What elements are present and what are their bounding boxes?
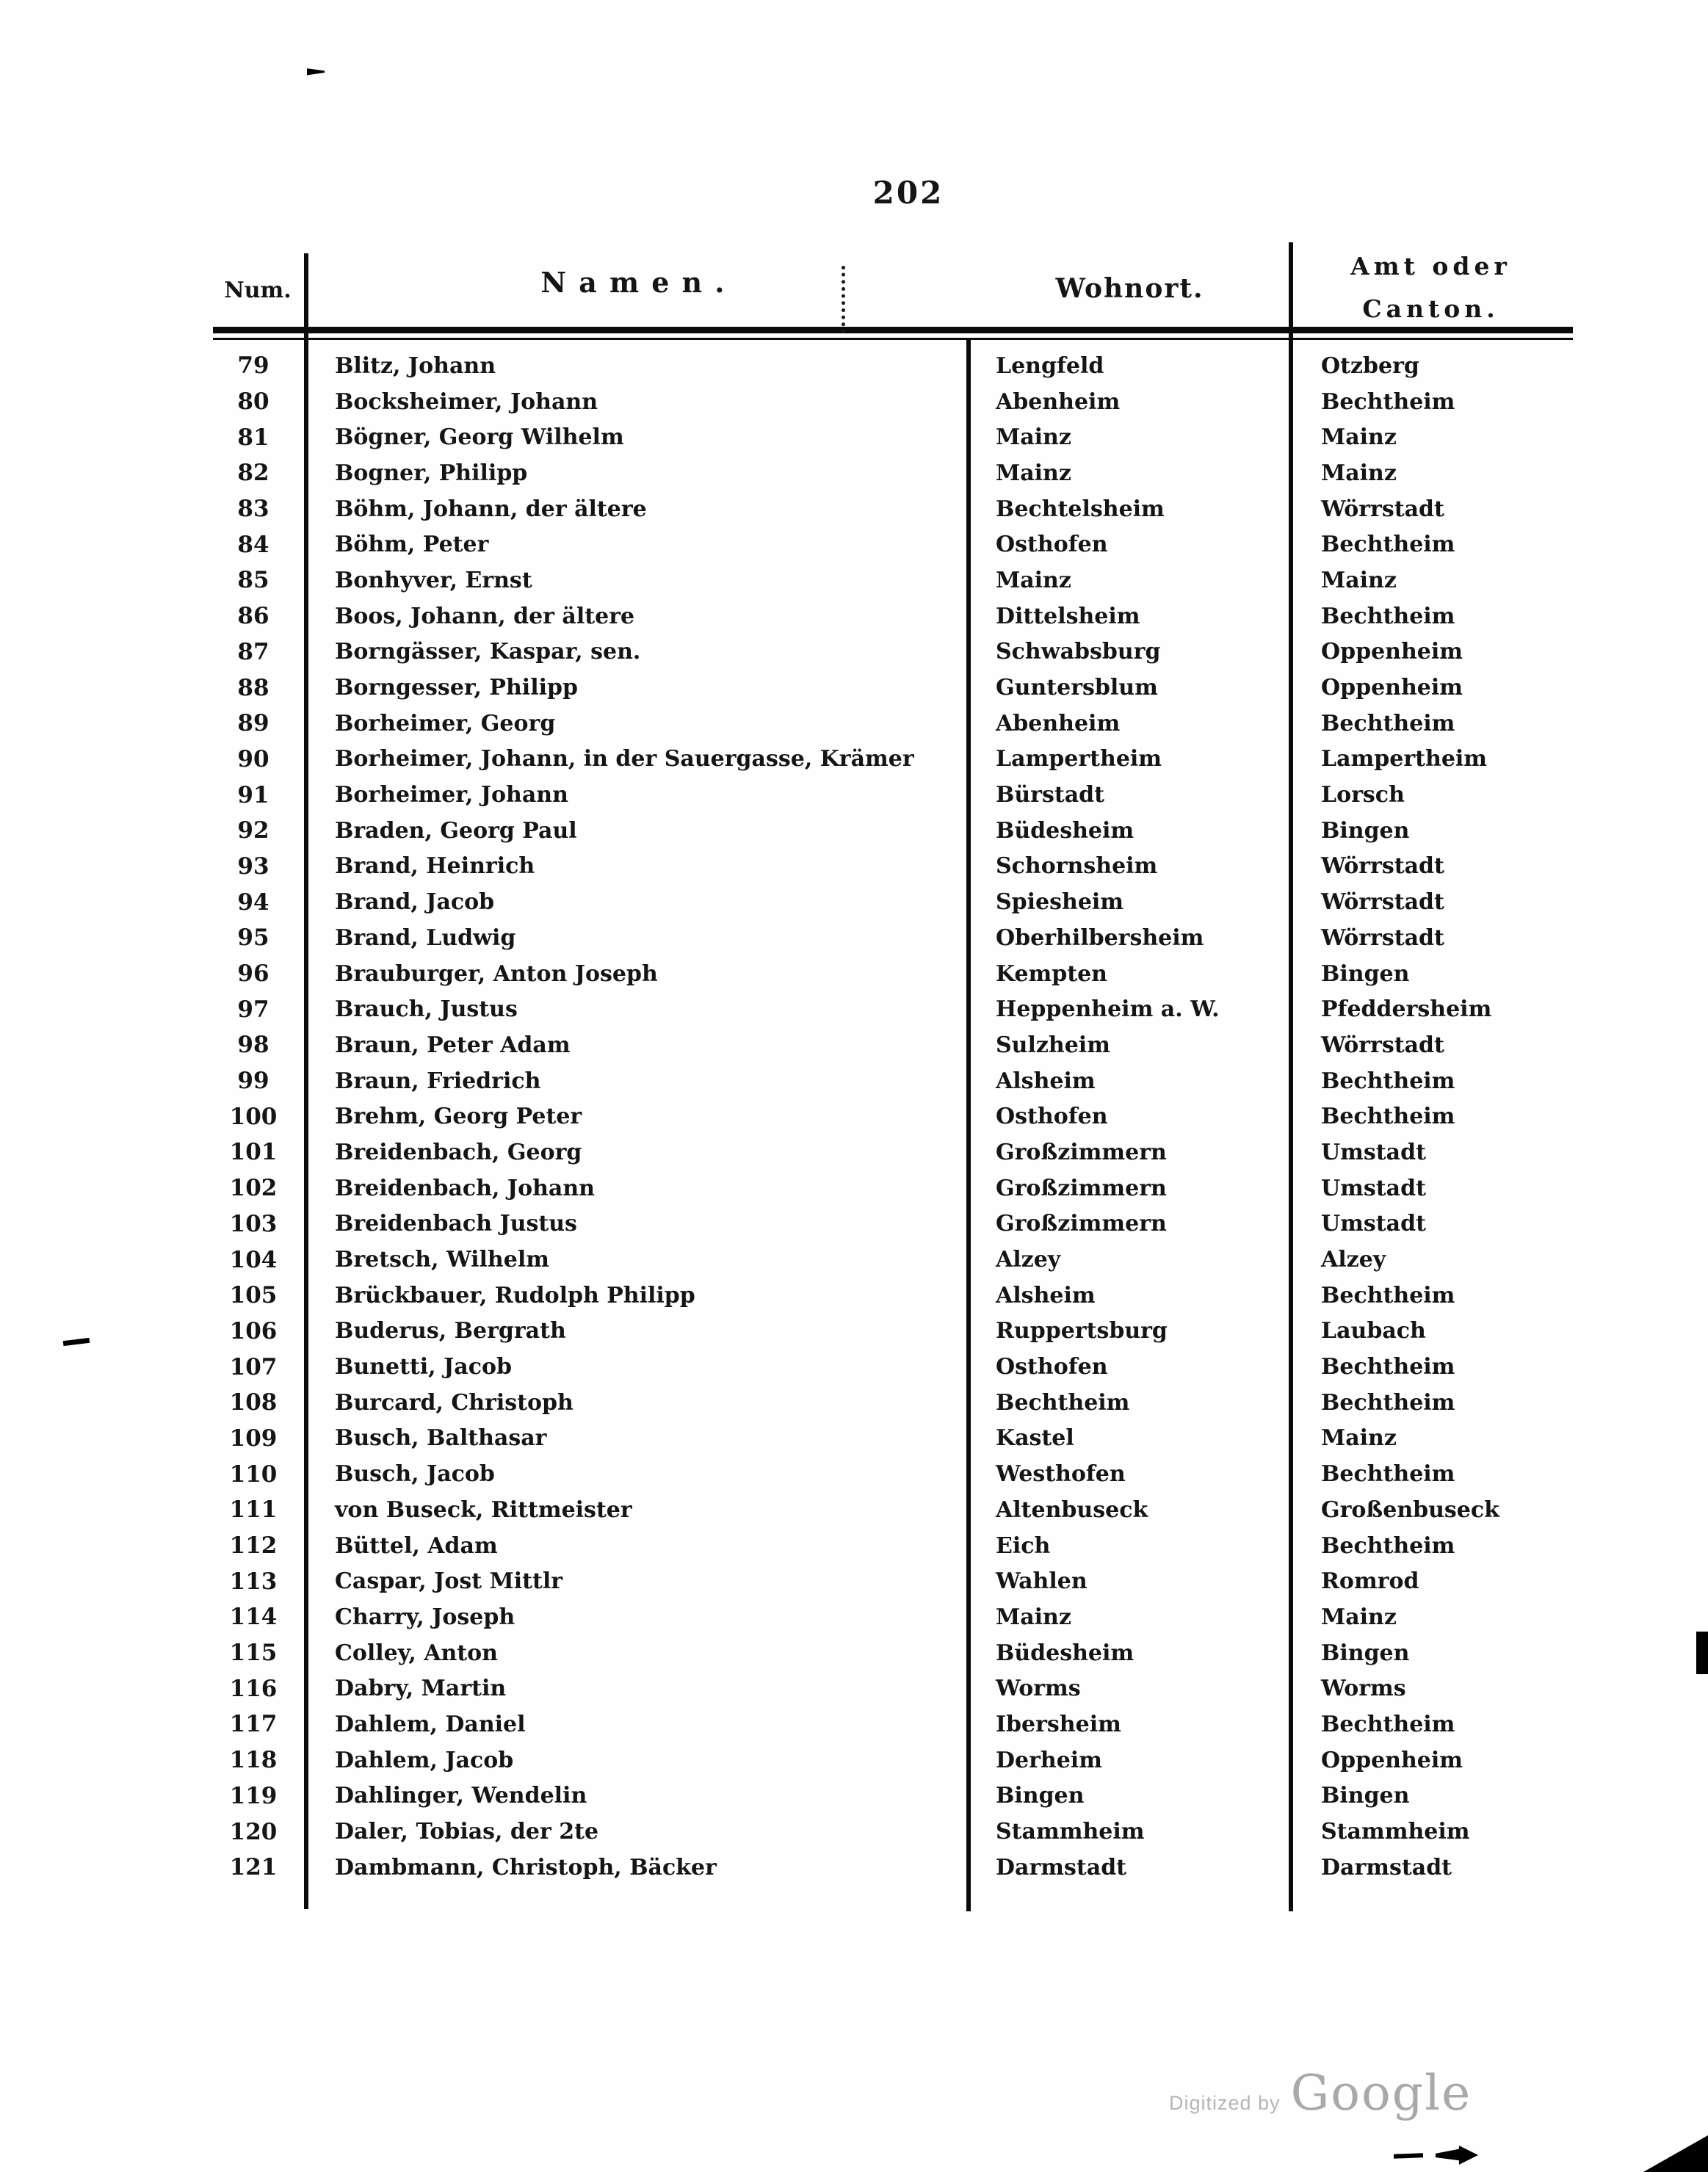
cell-wohnort: Dittelsheim (996, 603, 1140, 629)
cell-name: Bögner, Georg Wilhelm (335, 424, 624, 451)
cell-amt: Mainz (1321, 424, 1397, 451)
table-row (213, 1349, 1573, 1385)
cell-wohnort: Altenbuseck (996, 1496, 1148, 1523)
cell-amt: Wörrstadt (1321, 1032, 1444, 1058)
cell-name: Böhm, Johann, der ältere (335, 496, 647, 522)
cell-name: Büttel, Adam (335, 1532, 498, 1559)
cell-wohnort: Stammheim (996, 1819, 1145, 1845)
ink-speck-corner-wedge (1643, 2135, 1708, 2172)
cell-wohnort: Büdesheim (996, 1640, 1135, 1666)
header-rule-thick (213, 327, 1573, 333)
cell-name: Bretsch, Wilhelm (335, 1247, 549, 1273)
cell-wohnort: Großzimmern (996, 1211, 1167, 1237)
table-row (213, 1563, 1573, 1599)
cell-wohnort: Sulzheim (996, 1032, 1110, 1058)
table-row (213, 884, 1573, 920)
cell-wohnort: Mainz (996, 460, 1071, 486)
cell-amt: Lorsch (1321, 782, 1405, 808)
cell-wohnort: Bechtelsheim (996, 496, 1165, 522)
cell-num: 94 (237, 888, 269, 916)
cell-amt: Bechtheim (1321, 710, 1455, 736)
table-row (213, 1170, 1573, 1206)
cell-num: 95 (237, 924, 269, 952)
cell-wohnort: Großzimmern (996, 1139, 1167, 1165)
cell-num: 109 (229, 1425, 278, 1452)
cell-num: 117 (229, 1711, 278, 1738)
table-row (213, 455, 1573, 491)
cell-name: Caspar, Jost Mittlr (335, 1568, 563, 1595)
cell-wohnort: Kastel (996, 1425, 1074, 1452)
cell-wohnort: Kempten (996, 960, 1107, 987)
cell-name: Busch, Jacob (335, 1461, 495, 1488)
cell-amt: Umstadt (1321, 1175, 1426, 1201)
cell-amt: Mainz (1321, 567, 1397, 593)
cell-amt: Bingen (1321, 817, 1410, 844)
cell-wohnort: Bürstadt (996, 782, 1104, 808)
cell-name: Brauch, Justus (335, 996, 518, 1023)
col-header-num: Num. (224, 278, 292, 303)
cell-amt: Mainz (1321, 1425, 1397, 1452)
cell-wohnort: Osthofen (996, 1354, 1108, 1380)
cell-num: 107 (229, 1353, 278, 1380)
table-row (213, 742, 1573, 778)
table-row (213, 1670, 1573, 1706)
cell-num: 118 (229, 1747, 278, 1774)
cell-name: Borngesser, Philipp (335, 675, 578, 701)
cell-num: 111 (229, 1496, 278, 1524)
cell-name: Braun, Peter Adam (335, 1032, 571, 1058)
table-row (213, 384, 1573, 420)
cell-num: 84 (237, 531, 269, 558)
cell-name: Dabry, Martin (335, 1676, 507, 1702)
cell-amt: Bechtheim (1321, 1532, 1455, 1559)
table-row (213, 1528, 1573, 1564)
table-rows (213, 348, 1573, 1886)
table-row (213, 1134, 1573, 1170)
cell-wohnort: Schornsheim (996, 853, 1158, 880)
cell-wohnort: Bingen (996, 1783, 1085, 1809)
cell-wohnort: Oberhilbersheim (996, 924, 1204, 951)
cell-name: Brand, Jacob (335, 889, 495, 916)
cell-amt: Großenbuseck (1321, 1496, 1499, 1523)
cell-wohnort: Westhofen (996, 1461, 1126, 1488)
table-row (213, 1098, 1573, 1134)
cell-num: 120 (229, 1818, 278, 1845)
cell-name: Brand, Ludwig (335, 924, 516, 951)
cell-amt: Mainz (1321, 460, 1397, 486)
cell-name: Dahlem, Jacob (335, 1747, 514, 1773)
page-number: 202 (872, 175, 944, 211)
cell-name: Breidenbach, Johann (335, 1175, 595, 1201)
table-row (213, 348, 1573, 384)
table-row (213, 1063, 1573, 1099)
cell-num: 100 (229, 1103, 278, 1130)
table-row (213, 562, 1573, 598)
cell-name: Dambmann, Christoph, Bäcker (335, 1854, 717, 1880)
digitized-by-label: Digitized by (1169, 2092, 1281, 2114)
col-header-wohnort: Wohnort. (1055, 273, 1204, 304)
cell-amt: Pfeddersheim (1321, 996, 1492, 1023)
table-row (213, 1706, 1573, 1742)
cell-amt: Oppenheim (1321, 675, 1463, 701)
cell-num: 86 (237, 603, 269, 630)
cell-amt: Darmstadt (1321, 1854, 1452, 1880)
cell-num: 110 (229, 1460, 278, 1488)
ink-speck-bottom-dash (1394, 2153, 1423, 2158)
table-row (213, 956, 1573, 992)
cell-amt: Bechtheim (1321, 1104, 1455, 1130)
cell-amt: Laubach (1321, 1318, 1426, 1344)
cell-amt: Bechtheim (1321, 532, 1455, 558)
cell-amt: Bingen (1321, 1640, 1410, 1666)
cell-amt: Oppenheim (1321, 1747, 1463, 1773)
table-row (213, 670, 1573, 706)
cell-num: 82 (237, 460, 269, 487)
cell-num: 89 (237, 710, 269, 737)
cell-num: 121 (229, 1854, 278, 1881)
cell-wohnort: Mainz (996, 567, 1071, 593)
table-row (213, 777, 1573, 813)
cell-wohnort: Derheim (996, 1747, 1102, 1773)
cell-amt: Bingen (1321, 960, 1410, 987)
google-logo: Google (1290, 2065, 1472, 2121)
cell-wohnort: Alsheim (996, 1282, 1096, 1308)
cell-num: 119 (229, 1782, 278, 1809)
table-row (213, 849, 1573, 885)
table-row (213, 1206, 1573, 1242)
cell-num: 113 (229, 1568, 278, 1595)
cell-name: Bocksheimer, Johann (335, 388, 598, 415)
cell-name: Bunetti, Jacob (335, 1354, 512, 1380)
cell-num: 87 (237, 638, 269, 665)
cell-amt: Bechtheim (1321, 1354, 1455, 1380)
cell-name: Braun, Friedrich (335, 1068, 541, 1094)
table-row (213, 1278, 1573, 1314)
cell-name: Busch, Balthasar (335, 1425, 547, 1452)
cell-amt: Wörrstadt (1321, 889, 1444, 916)
table-row (213, 491, 1573, 527)
cell-num: 81 (237, 424, 269, 451)
cell-wohnort: Wahlen (996, 1568, 1088, 1595)
cell-wohnort: Mainz (996, 424, 1071, 451)
cell-wohnort: Ibersheim (996, 1711, 1121, 1737)
cell-wohnort: Abenheim (996, 388, 1121, 415)
cell-name: Bogner, Philipp (335, 460, 528, 486)
table-row (213, 1778, 1573, 1814)
cell-wohnort: Büdesheim (996, 817, 1135, 844)
cell-amt: Bechtheim (1321, 1282, 1455, 1308)
cell-name: Brehm, Georg Peter (335, 1104, 582, 1130)
cell-amt: Bechtheim (1321, 603, 1455, 629)
cell-wohnort: Alsheim (996, 1068, 1096, 1094)
cell-amt: Bingen (1321, 1783, 1410, 1809)
cell-name: Böhm, Peter (335, 532, 489, 558)
cell-name: Boos, Johann, der ältere (335, 603, 635, 629)
header-rule-thin (213, 338, 1573, 340)
cell-wohnort: Großzimmern (996, 1175, 1167, 1201)
col-header-amt-line1: Amt oder (1350, 252, 1511, 280)
table-row (213, 634, 1573, 670)
cell-num: 102 (229, 1175, 278, 1202)
cell-amt: Wörrstadt (1321, 924, 1444, 951)
cell-amt: Umstadt (1321, 1139, 1426, 1165)
table-row (213, 1027, 1573, 1063)
cell-amt: Umstadt (1321, 1211, 1426, 1237)
cell-amt: Romrod (1321, 1568, 1419, 1595)
table-row (213, 920, 1573, 956)
cell-name: Breidenbach Justus (335, 1211, 577, 1237)
cell-name: Dahlem, Daniel (335, 1711, 526, 1737)
table-row (213, 1599, 1573, 1635)
cell-num: 104 (229, 1246, 278, 1273)
cell-amt: Bechtheim (1321, 1068, 1455, 1094)
table-row (213, 419, 1573, 455)
table-row (213, 1635, 1573, 1671)
table-row (213, 1814, 1573, 1850)
table-row (213, 991, 1573, 1027)
ink-speck-right-edge (1696, 1632, 1708, 1674)
cell-wohnort: Osthofen (996, 1104, 1108, 1130)
col-header-amt (1290, 245, 1571, 330)
cell-wohnort: Schwabsburg (996, 639, 1161, 665)
cell-wohnort: Worms (996, 1676, 1081, 1702)
table-row (213, 1456, 1573, 1492)
table-row (213, 1742, 1573, 1778)
cell-num: 105 (229, 1282, 278, 1309)
cell-num: 79 (237, 352, 269, 380)
table-row (213, 1385, 1573, 1421)
cell-name: Braden, Georg Paul (335, 817, 577, 844)
table-row (213, 706, 1573, 742)
cell-wohnort: Lampertheim (996, 746, 1162, 772)
ink-speck-bottom-arrow (1436, 2146, 1478, 2165)
cell-amt: Bechtheim (1321, 1711, 1455, 1737)
cell-num: 93 (237, 852, 269, 880)
cell-wohnort: Alzey (996, 1247, 1061, 1273)
cell-name: Colley, Anton (335, 1640, 498, 1666)
table-row (213, 1421, 1573, 1457)
cell-num: 90 (237, 745, 269, 772)
cell-num: 116 (229, 1675, 278, 1702)
cell-num: 83 (237, 496, 269, 523)
ink-speck-left-margin (63, 1338, 90, 1346)
cell-wohnort: Eich (996, 1532, 1051, 1559)
cell-num: 96 (237, 960, 269, 988)
cell-name: Brand, Heinrich (335, 853, 535, 880)
table-row (213, 1242, 1573, 1278)
cell-name: Borngässer, Kaspar, sen. (335, 639, 641, 665)
cell-num: 103 (229, 1210, 278, 1237)
cell-wohnort: Guntersblum (996, 675, 1158, 701)
cell-amt: Bechtheim (1321, 388, 1455, 415)
cell-num: 99 (237, 1068, 269, 1095)
cell-name: von Buseck, Rittmeister (335, 1496, 632, 1523)
table-row (213, 813, 1573, 849)
cell-num: 88 (237, 674, 269, 701)
google-watermark (1169, 2065, 1472, 2121)
cell-amt: Stammheim (1321, 1819, 1470, 1845)
ink-speck-top (307, 68, 325, 76)
cell-name: Charry, Joseph (335, 1604, 515, 1630)
cell-amt: Oppenheim (1321, 639, 1463, 665)
cell-num: 108 (229, 1389, 278, 1416)
cell-name: Brückbauer, Rudolph Philipp (335, 1282, 695, 1308)
cell-name: Burcard, Christoph (335, 1389, 573, 1416)
table-row (213, 598, 1573, 634)
cell-name: Buderus, Bergrath (335, 1318, 566, 1344)
cell-name: Bonhyver, Ernst (335, 567, 532, 593)
cell-num: 106 (229, 1317, 278, 1344)
col-header-amt-line2: Canton. (1362, 294, 1499, 323)
cell-num: 80 (237, 388, 269, 416)
cell-wohnort: Osthofen (996, 532, 1108, 558)
table-row (213, 1492, 1573, 1528)
cell-amt: Bechtheim (1321, 1389, 1455, 1416)
cell-name: Dahlinger, Wendelin (335, 1783, 587, 1809)
cell-num: 85 (237, 567, 269, 594)
cell-name: Borheimer, Johann (335, 782, 568, 808)
cell-wohnort: Lengfeld (996, 352, 1104, 379)
cell-num: 97 (237, 996, 269, 1023)
table-row (213, 1850, 1573, 1886)
cell-wohnort: Darmstadt (996, 1854, 1127, 1880)
cell-wohnort: Heppenheim a. W. (996, 996, 1220, 1023)
cell-wohnort: Bechtheim (996, 1389, 1130, 1416)
table-row (213, 526, 1573, 562)
cell-name: Borheimer, Georg (335, 710, 556, 736)
cell-amt: Bechtheim (1321, 1461, 1455, 1488)
cell-wohnort: Abenheim (996, 710, 1121, 736)
cell-amt: Lampertheim (1321, 746, 1488, 772)
cell-amt: Otzberg (1321, 352, 1419, 379)
cell-amt: Worms (1321, 1676, 1406, 1702)
cell-name: Brauburger, Anton Joseph (335, 960, 658, 987)
cell-name: Blitz, Johann (335, 352, 496, 379)
cell-amt: Wörrstadt (1321, 496, 1444, 522)
cell-num: 91 (237, 781, 269, 808)
cell-name: Breidenbach, Georg (335, 1139, 582, 1165)
table-row (213, 1314, 1573, 1350)
cell-name: Borheimer, Johann, in der Sauergasse, Krämer (335, 746, 914, 772)
cell-amt: Alzey (1321, 1247, 1386, 1273)
cell-num: 114 (229, 1604, 278, 1631)
col-header-namen: Namen. (540, 266, 737, 299)
cell-wohnort: Mainz (996, 1604, 1071, 1630)
cell-wohnort: Spiesheim (996, 889, 1124, 916)
cell-name: Daler, Tobias, der 2te (335, 1819, 599, 1845)
cell-num: 115 (229, 1640, 278, 1667)
cell-amt: Wörrstadt (1321, 853, 1444, 880)
cell-num: 92 (237, 817, 269, 844)
cell-num: 98 (237, 1032, 269, 1059)
cell-num: 112 (229, 1532, 278, 1560)
cell-wohnort: Ruppertsburg (996, 1318, 1168, 1344)
cell-amt: Mainz (1321, 1604, 1397, 1630)
cell-num: 101 (229, 1139, 278, 1166)
header-dotted-rule (842, 266, 845, 333)
